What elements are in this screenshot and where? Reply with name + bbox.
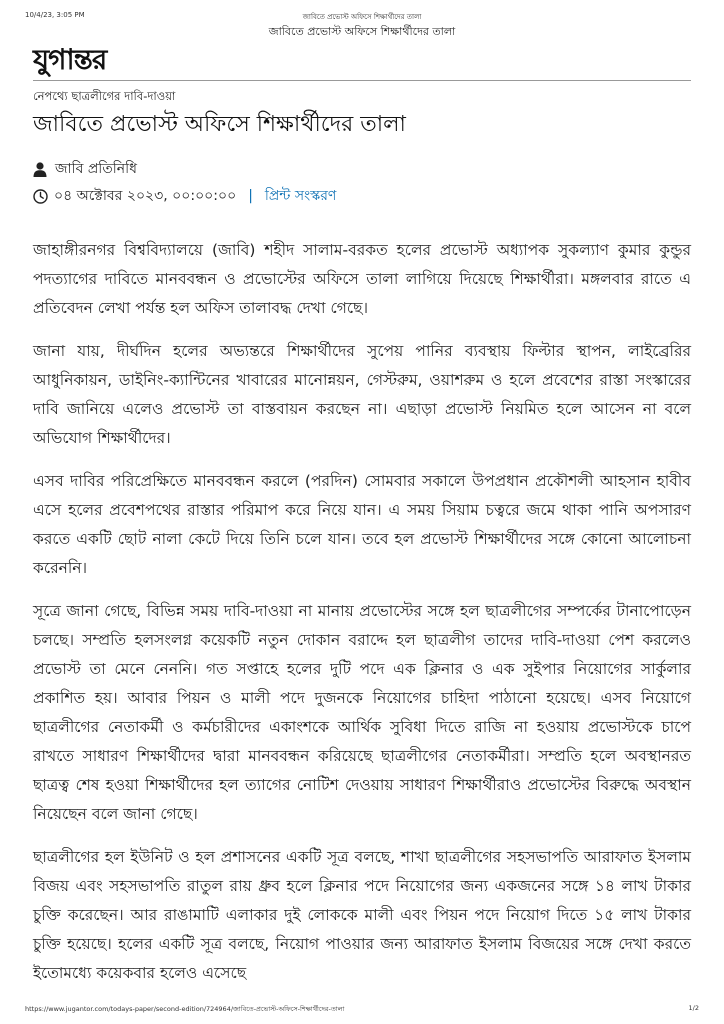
print-header — [25, 11, 699, 23]
print-title-secondary: জাবিতে প্রভোস্ট অফিসে শিক্ষার্থীদের তালা — [268, 25, 456, 38]
article-shoulder: নেপথ্যে ছাত্রলীগের দাবি-দাওয়া — [33, 89, 176, 103]
logo-text: যুগান্তর — [33, 43, 107, 76]
site-logo[interactable] — [33, 44, 203, 76]
print-page-title: জাবিতে প্রভোস্ট অফিসে শিক্ষার্থীদের তালা — [302, 13, 422, 21]
author-name: জাবি প্রতিনিধি — [55, 161, 138, 177]
user-icon — [33, 162, 47, 177]
header-divider — [33, 80, 691, 81]
paragraph: জাহাঙ্গীরনগর বিশ্ববিদ্যালয়ে (জাবি) শহীদ সালাম-বরকত হলের প্রভোস্ট অধ্যাপক সুকল্যাণ কুমার কুন্ডুর পদত্যাগের দাবিতে মানববন্ধন ও প্রভোস্টের অফিসে তালা লাগিয়ে দিয়েছে শিক্ষার্থীরা। মঙ্গলবার রাতে এ প্রতিবেদন লেখা পর্যন্ত হল অফিস তালাবদ্ধ দেখা গেছে। — [33, 241, 691, 317]
print-footer — [25, 1004, 699, 1016]
byline — [33, 157, 137, 181]
page-number: 1/2 — [688, 1004, 699, 1012]
paragraph: এসব দাবির পরিপ্রেক্ষিতে মানববন্ধন করলে (পরদিন) সোমবার সকালে উপপ্রধান প্রকৌশলী আহসান হাবীব এসে হলের প্রবেশপথের রাস্তার পরিমাপ করে নিয়ে যান। এ সময় সিয়াম চত্বরে জমে থাকা পানি অপসারণ করতে একটি ছোট নালা কেটে দিয়ে তিনি চলে যান। তবে হল প্রভোস্ট শিক্ষার্থীদের সঙ্গে কোনো আলোচনা করেননি। — [33, 472, 691, 577]
print-datetime: 10/4/23, 3:05 PM — [25, 11, 85, 19]
article-headline: জাবিতে প্রভোস্ট অফিসে শিক্ষার্থীদের তালা — [33, 112, 406, 137]
separator: | — [248, 188, 253, 204]
publish-date: ০৪ অক্টোবর ২০২৩, ০০:০০:০০ — [54, 188, 237, 204]
print-edition-link[interactable]: প্রিন্ট সংস্করণ — [264, 188, 337, 204]
paragraph: জানা যায়, দীর্ঘদিন হলের অভ্যন্তরে শিক্ষার্থীদের সুপেয় পানির ব্যবস্থায় ফিল্টার স্থাপন, লাইব্রেরির আধুনিকায়ন, ডাইনিং-ক্যান্টিনের খাবারের মানোন্নয়ন, গেস্টরুম, ওয়াশরুম ও হলে প্রবেশের রাস্তা সংস্কারের দাবি জানিয়ে এলেও প্রভোস্ট তা বাস্তবায়ন করছেন না। এছাড়া প্রভোস্ট নিয়মিত হলে আসেন না বলে অভিযোগ শিক্ষার্থীদের। — [33, 342, 691, 447]
paragraph: সূত্রে জানা গেছে, বিভিন্ন সময় দাবি-দাওয়া না মানায় প্রভোস্টের সঙ্গে হল ছাত্রলীগের সম্পর্কের টানাপোড়েন চলছে। সম্প্রতি হলসংলগ্ন কয়েকটি নতুন দোকান বরাদ্দে হল ছাত্রলীগ তাদের দাবি-দাওয়া পেশ করলেও প্রভোস্ট তা মেনে নেননি। গত সপ্তাহে হলের দুটি পদে এক ক্লিনার ও এক সুইপার নিয়োগের সার্কুলার প্রকাশিত হয়। আবার পিয়ন ও মালী পদে দুজনকে নিয়োগের চাহিদা পাঠানো হয়েছে। এসব নিয়োগে ছাত্রলীগের নেতাকর্মী ও কর্মচারীদের একাংশকে আর্থিক সুবিধা দিতে রাজি না হওয়ায় প্রভোস্টকে চাপে রাখতে সাধারণ শিক্ষার্থীদের দ্বারা মানববন্ধন করিয়েছে ছাত্রলীগের নেতাকর্মীরা। সম্প্রতি হলে অবস্থানরত ছাত্রত্ব শেষ হওয়া শিক্ষার্থীদের হল ত্যাগের নোটিশ দেওয়ায় সাধারণ শিক্ষার্থীরাও প্রভোস্টের বিরুদ্ধে অবস্থান নিয়েছেন বলে জানা গেছে। — [33, 602, 691, 823]
page-url: https://www.jugantor.com/todays-paper/second-edition/724964/জাবিতে-প্রভোস্ট-অফিসে-শিক্ষার্থীদের-তালা — [25, 1005, 345, 1013]
article-body — [33, 236, 691, 1002]
dateline — [33, 184, 336, 208]
clock-icon — [33, 189, 48, 204]
paragraph: ছাত্রলীগের হল ইউনিট ও হল প্রশাসনের একটি সূত্র বলছে, শাখা ছাত্রলীগের সহসভাপতি আরাফাত ইসলাম বিজয় এবং সহসভাপতি রাতুল রায় ধ্রুব হলে ক্লিনার পদে নিয়োগের জন্য একজনের সঙ্গে ১৪ লাখ টাকার চুক্তি করেছেন। আর রাঙামাটি এলাকার দুই লোককে মালী এবং পিয়ন পদে নিয়োগ দিতে ১৫ লাখ টাকার চুক্তি হয়েছে। হলের একটি সূত্র বলছে, নিয়োগ পাওয়ার জন্য আরাফাত ইসলাম বিজয়ের সঙ্গে দেখা করতে ইতোমধ্যে কয়েকবার হলেও এসেছে — [33, 848, 691, 982]
